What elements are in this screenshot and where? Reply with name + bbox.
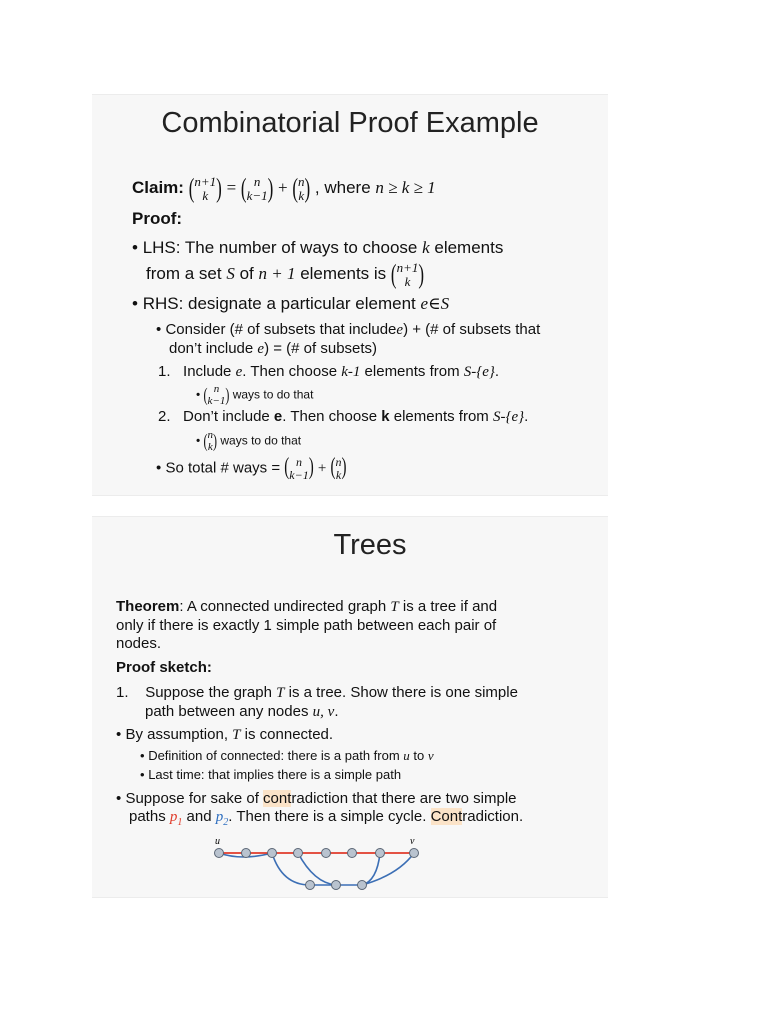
graph-node-u (215, 849, 224, 858)
slide-title: Combinatorial Proof Example (161, 107, 539, 139)
definition-text: to (413, 748, 425, 763)
claim-label: Claim: (132, 178, 184, 198)
step-period: . (494, 363, 500, 380)
definition-line (140, 748, 434, 764)
step-k: k (381, 408, 390, 425)
sketch-step-1-line-1 (116, 684, 518, 702)
path-p2: $p_2$ (215, 809, 229, 828)
step-sub-text: ways to do that (220, 433, 302, 448)
bullet-dot: • (132, 238, 138, 257)
step-text: path between any nodes (145, 703, 309, 720)
contradiction-line-2 (129, 808, 523, 828)
slide-combinatorial-proof (92, 94, 608, 496)
slide-title: Trees (333, 529, 407, 561)
theorem-label: Theorem (116, 598, 180, 615)
consider-e: e (396, 322, 404, 338)
binom-n-k: ( n k ) (292, 172, 311, 204)
theorem-line-3: nodes. (116, 635, 162, 652)
binom-bottom: k (335, 467, 342, 482)
consider-text-b: ) + (# of subsets that (403, 321, 541, 338)
step-sub-text: ways to do that (232, 387, 314, 402)
total-line (156, 456, 347, 481)
binom-bottom: k−1 (289, 467, 309, 482)
step-text: elements from (364, 363, 460, 380)
step-text: is a tree. Show there is one simple (288, 684, 518, 701)
step-number: 2. (158, 408, 171, 425)
graph-node (348, 849, 357, 858)
binom-n-k1: ( n k−1 ) (240, 172, 274, 204)
bullet-dot: • (116, 726, 122, 743)
step-text: . Then choose (242, 363, 338, 380)
bullet-dot: • (132, 294, 138, 313)
graph-node (294, 849, 303, 858)
step-1-line (158, 363, 499, 381)
graph-node (322, 849, 331, 858)
consider-text-d: ) = (# of subsets) (264, 340, 378, 357)
step-1-sub (196, 384, 313, 407)
bullet-dot: • (140, 767, 145, 782)
bullet-dot: • (196, 387, 201, 402)
assumption-text: is connected. (244, 726, 334, 743)
bullet-dot: • (156, 459, 162, 477)
graph-label-u: u (215, 836, 220, 847)
assumption-text: By assumption, (125, 726, 228, 743)
bullet-dot: • (116, 790, 122, 807)
binom-top: n+1 (194, 174, 217, 189)
step-T: T (276, 685, 285, 701)
bullet-dot: • (140, 748, 145, 763)
assumption-line (116, 726, 333, 744)
binom-bottom: k−1 (207, 394, 226, 407)
plus-sign: + (317, 460, 327, 477)
graph-node-v (410, 849, 419, 858)
binom-top: n (335, 455, 342, 469)
lhs-S: S (226, 264, 235, 284)
lhs-text-a: LHS: The number of ways to choose (142, 238, 418, 257)
step-2-line (158, 408, 528, 426)
binom-bottom: k (404, 273, 411, 289)
step-uv: u, v (312, 704, 335, 720)
binom-bottom: k (202, 187, 209, 203)
lhs-k: k (422, 238, 430, 257)
lhs-line-2 (146, 258, 425, 290)
theorem-T: T (390, 599, 399, 615)
binom-bottom: k (298, 187, 305, 203)
binom-top: n (253, 174, 261, 189)
step-text: . Then choose (282, 408, 378, 425)
bullet-dot: • (196, 433, 201, 448)
slide-trees (92, 516, 608, 898)
proof-sketch-label: Proof sketch: (116, 659, 212, 676)
binom-n-k1: ( n k−1 ) (284, 454, 314, 482)
step-period: . (524, 408, 529, 425)
consider-line-2 (169, 340, 377, 358)
sketch-step-1-line-2 (145, 703, 338, 721)
lhs-text-c: from a set (146, 264, 222, 284)
last-time-text: Last time: that implies there is a simple path (148, 767, 402, 782)
contradiction-text: Suppose for sake of (125, 790, 259, 807)
step-number: 1. (158, 363, 171, 380)
assumption-T: T (232, 727, 241, 743)
theorem-line-1 (116, 598, 497, 616)
binom-top: n (213, 383, 220, 395)
binom-bottom: k−1 (246, 187, 268, 203)
step-e: e (273, 408, 283, 425)
step-period: . (334, 703, 339, 720)
contradiction-text: radiction. (462, 808, 524, 825)
equals-sign: = (226, 178, 237, 198)
path-p2-segment (298, 853, 336, 885)
step-text: Suppose the graph (145, 684, 272, 701)
step-2-sub (196, 430, 301, 453)
step-e: e (235, 364, 243, 380)
plus-sign: + (278, 178, 288, 198)
contradiction-text: paths (129, 808, 166, 825)
binom-n1-k: ( n+1 k ) (390, 258, 425, 290)
graph-node (268, 849, 277, 858)
rhs-line (132, 294, 449, 314)
lhs-text-b: elements (434, 238, 504, 257)
consider-text-a: Consider (# of subsets that include (165, 321, 397, 338)
contradiction-text: and (186, 808, 212, 825)
step-text: elements from (393, 408, 489, 425)
graph-node (358, 881, 367, 890)
step-text: Include (183, 363, 232, 380)
step-set: S-{e} (463, 364, 495, 380)
last-time-line (140, 767, 401, 782)
lhs-text-e: elements is (300, 264, 387, 284)
rhs-element: e∈S (420, 294, 450, 313)
two-paths-graph (202, 835, 442, 895)
binom-top: n (207, 429, 214, 441)
graph-node (242, 849, 251, 858)
path-p1: $p_1$ (169, 809, 183, 828)
graph-node (332, 881, 341, 890)
binom-n-k: ( n k ) (330, 454, 347, 482)
proof-label: Proof: (132, 209, 183, 228)
step-text: Don’t include (183, 408, 270, 425)
definition-text: Definition of connected: there is a path from (148, 748, 400, 763)
definition-v: v (427, 748, 434, 763)
highlight: cont (263, 790, 292, 807)
binom-top: n (298, 174, 305, 189)
claim-where: , where (314, 178, 371, 198)
rhs-text: RHS: designate a particular element (142, 294, 416, 313)
path-p2-segment (272, 853, 362, 885)
theorem-text-b: is a tree if and (402, 598, 498, 615)
binom-top: n (295, 455, 302, 469)
claim-line (132, 172, 436, 204)
lhs-text-d: of (239, 264, 254, 284)
graph-node (306, 881, 315, 890)
binom-bottom: k (207, 440, 213, 453)
lhs-n1: n + 1 (258, 264, 296, 284)
contradiction-text: radiction that there are two simple (291, 790, 517, 807)
graph-label-v: v (410, 836, 415, 847)
binom-n-k1: ( n k−1 ) (203, 383, 230, 407)
graph-node (376, 849, 385, 858)
highlight: Cont (430, 808, 463, 825)
binom-n-k: ( n k ) (203, 429, 218, 453)
lhs-line-1 (132, 238, 503, 258)
theorem-text-a: : A connected undirected graph (179, 598, 387, 615)
binom-top: n+1 (396, 260, 419, 275)
contradiction-text: . Then there is a simple cycle. (228, 808, 427, 825)
consider-line-1 (156, 321, 540, 339)
binom-n1-k: ( n+1 k ) (188, 172, 222, 204)
step-k: k-1 (341, 364, 361, 380)
contradiction-line-1 (116, 790, 517, 807)
total-text: So total # ways = (165, 459, 281, 477)
consider-e: e (257, 341, 265, 357)
step-number: 1. (116, 684, 129, 701)
step-set: S-{e} (492, 409, 525, 425)
bullet-dot: • (156, 321, 162, 338)
consider-text-c: don’t include (169, 340, 254, 357)
theorem-line-2: only if there is exactly 1 simple path between each pair of (116, 617, 497, 634)
definition-u: u (403, 748, 410, 763)
claim-condition: n ≥ k ≥ 1 (375, 178, 436, 198)
